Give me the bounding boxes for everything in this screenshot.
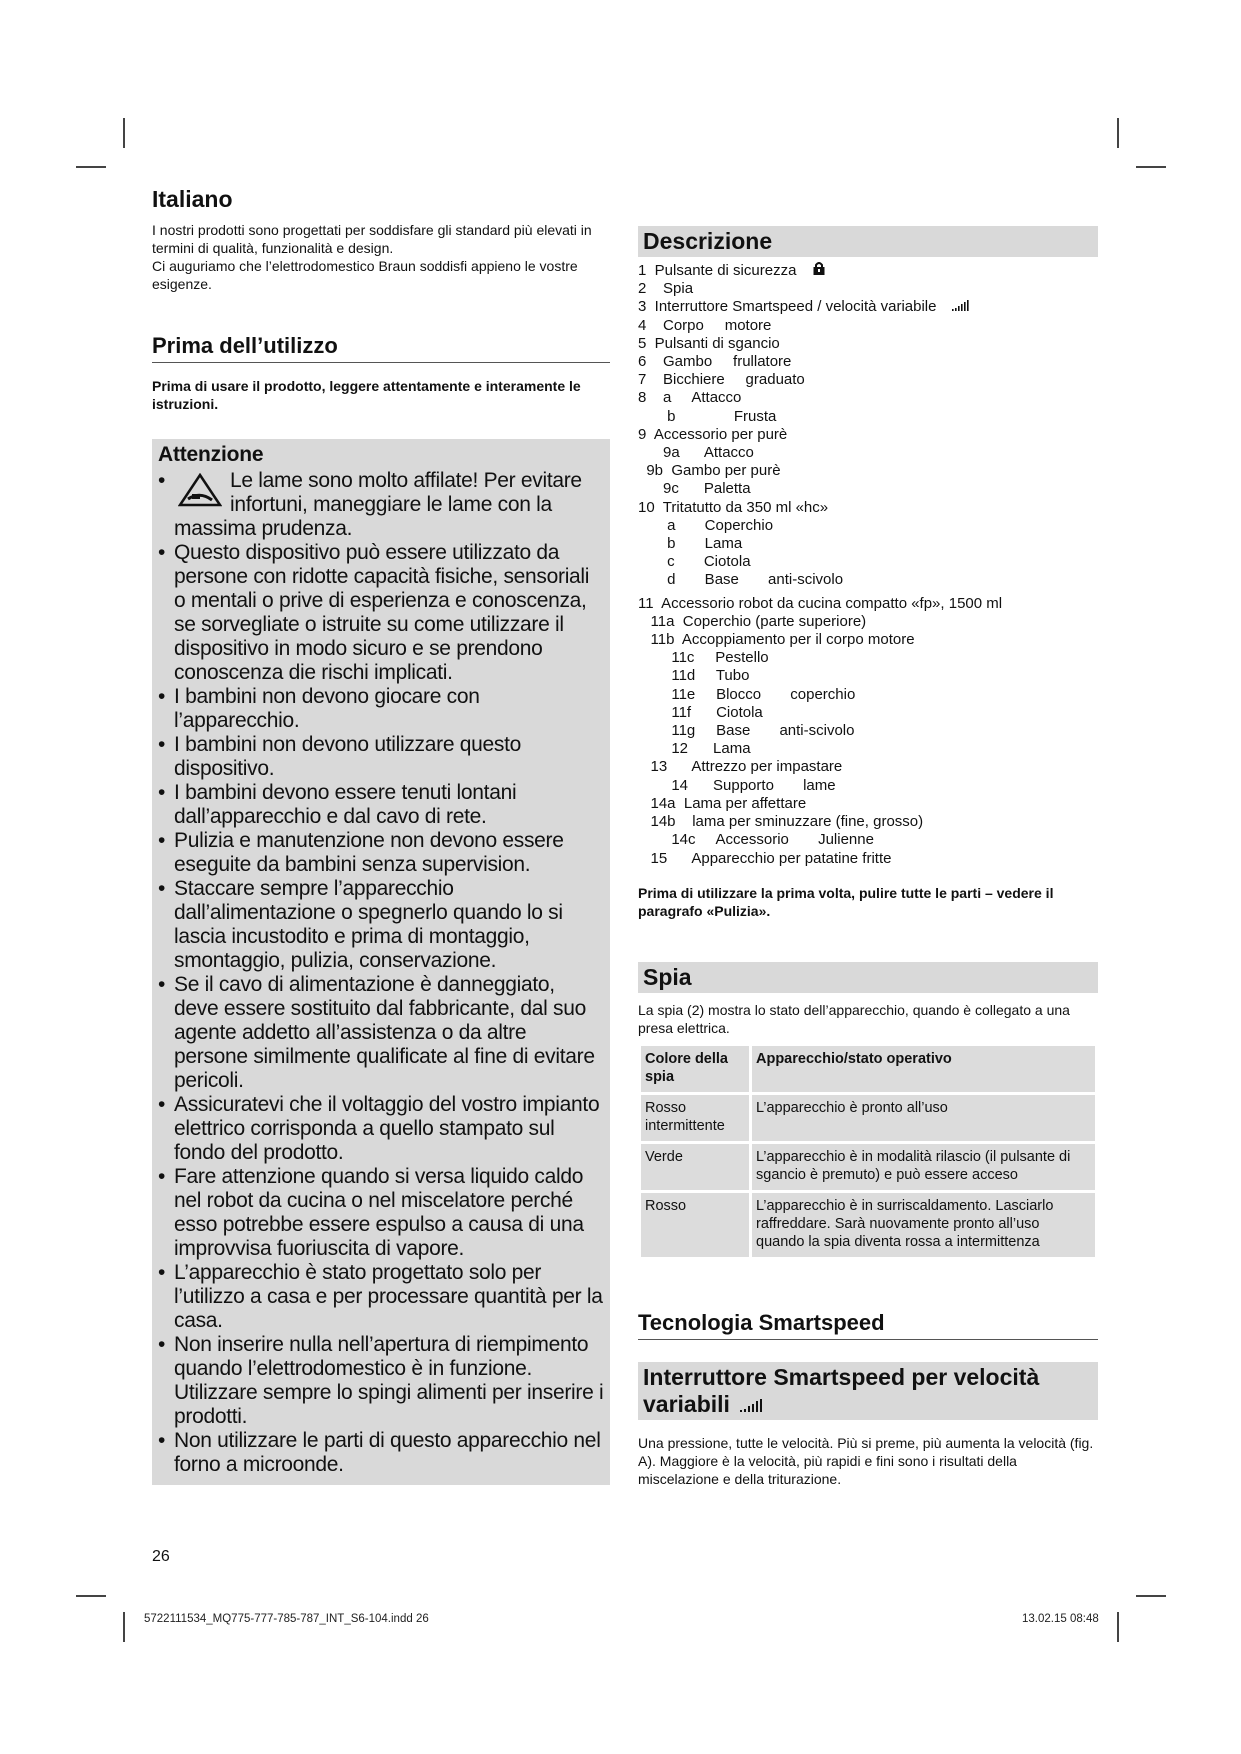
attention-item: • Non utilizzare le parti di questo apparecchio nel forno a microonde.: [158, 1429, 604, 1477]
blade-warning-icon: [178, 473, 222, 507]
parts-list-item: 11g Base anti-scivolo: [638, 722, 855, 740]
table-cell: L’apparecchio è in surriscaldamento. Lasciarlo raffreddare. Sarà nuovamente pronto all’uso quando la spia diventa rossa a intermittenza: [751, 1191, 1097, 1258]
parts-list-item: 14c Accessorio Julienne: [638, 831, 874, 849]
table-cell: L’apparecchio è pronto all’uso: [751, 1093, 1097, 1142]
footer-datetime: 13.02.15 08:48: [1022, 1613, 1099, 1625]
parts-list-item: 11f Ciotola: [638, 703, 763, 721]
table-cell: L’apparecchio è in modalità rilascio (il pulsante di sgancio è premuto) e può essere acceso: [751, 1142, 1097, 1191]
crop-mark: [76, 1595, 106, 1597]
parts-list-item: b Frusta: [638, 407, 777, 425]
first-use-note: Prima di utilizzare la prima volta, pulire tutte le parti – vedere il paragrafo «Pulizia».: [638, 884, 1054, 919]
footer-file: 5722111534_MQ775-777-785-787_INT_S6-104.indd 26: [144, 1613, 429, 1625]
attention-item: • Non inserire nulla nell’apertura di riempimento quando l’elettrodomestico è in funzione. Utilizzare sempre lo spingi alimenti per inserire i prodotti.: [158, 1333, 604, 1429]
parts-list-item: 12 Lama: [638, 740, 751, 758]
smartspeed-subheading: [638, 1362, 1098, 1420]
attention-item: • Staccare sempre l’apparecchio dall’alimentazione o spegnerlo quando lo si lascia incustodito e prima di montaggio, smontaggio, pulizia, conservazione.: [158, 877, 604, 973]
intro-paragraph: I nostri prodotti sono progettati per soddisfare gli standard più elevati in termini di qualità, funzionalità e design.: [152, 222, 592, 256]
crop-mark: [1136, 166, 1166, 168]
page-number: 26: [152, 1548, 170, 1565]
parts-list-item: 14a Lama per affettare: [638, 794, 807, 812]
led-status-table: [638, 1043, 1098, 1260]
crop-mark: [123, 118, 125, 148]
attention-item: • Se il cavo di alimentazione è danneggiato, deve essere sostituito dal fabbricante, dal suo agente addetto all’assistenza o da altre persone similmente qualificate al fine di evitare pericoli.: [158, 973, 604, 1093]
attention-item: • I bambini non devono utilizzare questo dispositivo.: [158, 733, 604, 781]
table-cell: Rosso intermittente: [640, 1093, 751, 1142]
intro-text: [152, 221, 610, 293]
attention-heading: Attenzione: [158, 443, 264, 466]
right-column: [638, 226, 1098, 1488]
intro-paragraph: Ci auguriamo che l’elettrodomestico Braun soddisfi appieno le vostre esigenze.: [152, 258, 578, 292]
parts-list-item: 10 Tritatutto da 350 ml «hc»: [638, 498, 829, 516]
parts-list-item: 11b Accoppiamento per il corpo motore: [638, 631, 915, 649]
speed-bars-icon: [952, 299, 970, 311]
table-row: [640, 1093, 1097, 1142]
speed-bars-icon: [740, 1398, 762, 1412]
parts-list-item: 11c Pestello: [638, 649, 769, 667]
parts-list-item: [638, 261, 1098, 280]
parts-list-item: 11d Tubo: [638, 667, 750, 685]
parts-list-item: 11e Blocco coperchio: [638, 685, 856, 703]
table-row: [640, 1142, 1097, 1191]
parts-list-item: 9b Gambo per purè: [638, 462, 781, 480]
parts-list-item: 15 Apparecchio per patatine fritte: [638, 849, 892, 867]
attention-item: • L’apparecchio è stato progettato solo per l’utilizzo a casa e per processare quantità per la casa.: [158, 1261, 604, 1333]
parts-list-item: 9c Paletta: [638, 480, 751, 498]
parts-list-item: 11a Coperchio (parte superiore): [638, 612, 867, 630]
parts-list-item: 13 Attrezzo per impastare: [638, 758, 843, 776]
attention-item: • I bambini devono essere tenuti lontani dall’apparecchio e dal cavo di rete.: [158, 781, 604, 829]
parts-list-item: 9a Attacco: [638, 444, 754, 462]
part-label: 3 Interruttore Smartspeed / velocità variabile: [638, 298, 937, 316]
table-cell: Rosso: [640, 1191, 751, 1258]
parts-list-item: 9 Accessorio per purè: [638, 425, 788, 443]
part-label: 1 Pulsante di sicurezza: [638, 262, 797, 279]
attention-list: [158, 469, 604, 1477]
attention-item: • Questo dispositivo può essere utilizzato da persone con ridotte capacità fisiche, sensoriali o mentali o prive di esperienza e conoscenza, se sorvegliate o istruite su come utilizzare il dispositivo in modo sicuro e se prendono conoscenza die rischi implicati.: [158, 541, 604, 685]
spia-heading: Spia: [638, 962, 1098, 993]
language-title: Italiano: [152, 186, 233, 212]
parts-list-item: 6 Gambo frullatore: [638, 353, 792, 371]
smartspeed-subheading-text: Interruttore Smartspeed per velocità variabili: [643, 1363, 1040, 1417]
table-cell: Verde: [640, 1142, 751, 1191]
parts-list-item: b Lama: [638, 535, 743, 553]
parts-list-item: 7 Bicchiere graduato: [638, 371, 805, 389]
attention-item: • Fare attenzione quando si versa liquido caldo nel robot da cucina o nel miscelatore perché esso potrebbe essere espulso a causa di una improvvisa fuoriuscita di vapore.: [158, 1165, 604, 1261]
parts-list-item: 14 Supporto lame: [638, 776, 836, 794]
parts-list-item: 4 Corpo motore: [638, 316, 772, 334]
left-column: [152, 186, 610, 1485]
attention-item: [158, 469, 604, 541]
parts-list-item: 14b lama per sminuzzare (fine, grosso): [638, 813, 924, 831]
table-header-row: [640, 1044, 1097, 1093]
attention-item: • I bambini non devono giocare con l’apparecchio.: [158, 685, 604, 733]
table-header-cell: Apparecchio/stato operativo: [751, 1044, 1097, 1093]
before-use-note: Prima di usare il prodotto, leggere attentamente e interamente le istruzioni.: [152, 378, 581, 412]
crop-mark: [1136, 1595, 1166, 1597]
table-header-cell: Colore della spia: [640, 1044, 751, 1093]
parts-list-item: 5 Pulsanti di sgancio: [638, 334, 780, 352]
parts-list-item: [638, 298, 1098, 316]
parts-list-item: a Coperchio: [638, 516, 774, 534]
crop-mark: [1117, 1612, 1119, 1642]
parts-list-item: 11 Accessorio robot da cucina compatto «fp», 1500 ml: [638, 594, 1003, 612]
crop-mark: [76, 166, 106, 168]
attention-item: • Pulizia e manutenzione non devono essere eseguite da bambini senza supervision.: [158, 829, 604, 877]
smartspeed-heading: Tecnologia Smartspeed: [638, 1310, 1098, 1340]
attention-item-text: Le lame sono molto affilate! Per evitare infortuni, maneggiare le lame con la massima prudenza.: [174, 469, 582, 540]
spia-intro: La spia (2) mostra lo stato dell’apparecchio, quando è collegato a una presa elettrica.: [638, 1001, 1070, 1036]
parts-list-item: 8 a Attacco: [638, 389, 742, 407]
parts-list-item: d Base anti-scivolo: [638, 571, 844, 589]
attention-item: • Assicuratevi che il voltaggio del vostro impianto elettrico corrisponda a quello stampato sul fondo del prodotto.: [158, 1093, 604, 1165]
parts-list-item: 2 Spia: [638, 280, 694, 298]
description-heading: Descrizione: [638, 226, 1098, 257]
crop-mark: [123, 1612, 125, 1642]
attention-box: [152, 439, 610, 1485]
smartspeed-text: Una pressione, tutte le velocità. Più si preme, più aumenta la velocità (fig. A). Maggiore è la velocità, più rapidi e fini sono i risultati della miscelazione e della triturazione.: [638, 1434, 1094, 1487]
lock-icon: [812, 261, 826, 276]
crop-mark: [1117, 118, 1119, 148]
before-use-heading: Prima dell’utilizzo: [152, 333, 610, 363]
parts-list-item: c Ciotola: [638, 553, 751, 571]
parts-list: [638, 261, 1098, 868]
table-row: [640, 1191, 1097, 1258]
